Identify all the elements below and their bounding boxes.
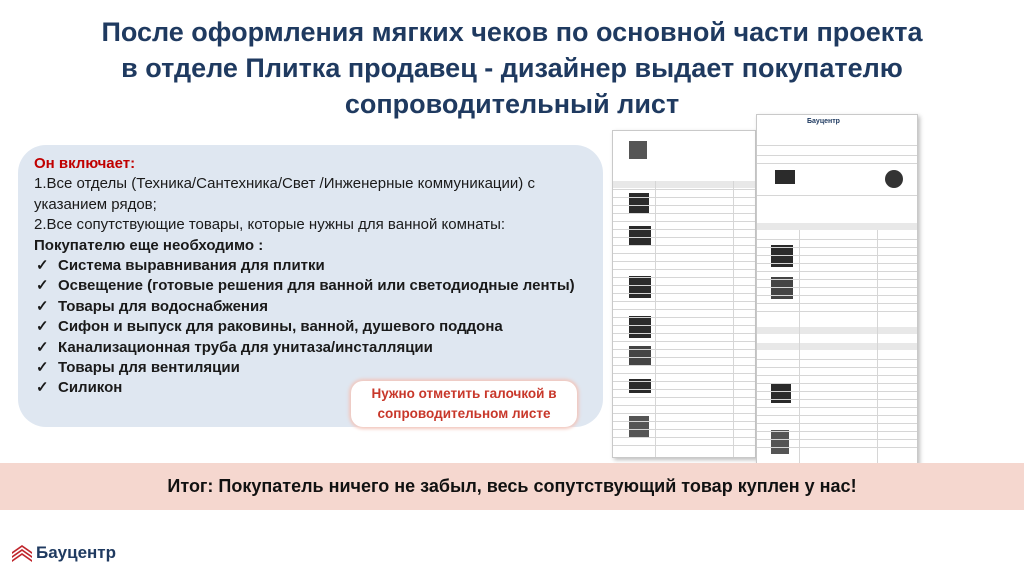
note-line-1: Нужно отметить галочкой в xyxy=(371,386,557,401)
panel-subheading: Покупателю еще необходимо : xyxy=(34,236,264,254)
checkmark-icon: ✓ xyxy=(36,379,49,397)
note-callout xyxy=(351,381,577,427)
title-line-2: в отделе Плитка продавец - дизайнер выдает покупателю xyxy=(121,53,903,83)
checklist-item: ✓ Силикон xyxy=(34,378,594,398)
checklist xyxy=(34,256,594,399)
accompanying-sheet-page-1 xyxy=(612,130,756,458)
checklist-item: ✓ Канализационная труба для унитаза/инсталляции xyxy=(34,338,594,358)
panel-item-2: 2.Все сопутствующие товары, которые нужны для ванной комнаты: xyxy=(34,216,506,234)
checkmark-icon: ✓ xyxy=(36,277,49,295)
checklist-item: ✓ Товары для водоснабжения xyxy=(34,297,594,317)
checklist-item: ✓ Освещение (готовые решения для ванной или светодиодные ленты) xyxy=(34,276,594,296)
sheet-logo: Бауцентр xyxy=(807,118,840,125)
panel-heading: Он включает: xyxy=(34,155,136,172)
result-text: Итог: Покупатель ничего не забыл, весь сопутствующий товар куплен у нас! xyxy=(167,476,857,496)
checkmark-icon: ✓ xyxy=(36,318,49,336)
checkmark-icon: ✓ xyxy=(36,297,49,315)
checklist-item: ✓ Сифон и выпуск для раковины, ванной, душевого поддона xyxy=(34,317,594,337)
title-line-1: После оформления мягких чеков по основной части проекта xyxy=(101,17,923,47)
note-line-2: сопроводительном листе xyxy=(377,406,551,421)
checklist-item: ✓ Система выравнивания для плитки xyxy=(34,256,594,276)
brand-logo-icon xyxy=(12,545,32,563)
checklist-item: ✓ Товары для вентиляции xyxy=(34,358,594,378)
title-line-3: сопроводительный лист xyxy=(344,89,680,119)
checkmark-icon: ✓ xyxy=(36,338,49,356)
brand-name: Бауцентр xyxy=(36,543,117,562)
checkmark-icon: ✓ xyxy=(36,257,49,275)
page-title xyxy=(30,14,994,122)
checkmark-icon: ✓ xyxy=(36,359,49,377)
accompanying-sheet-page-2 xyxy=(756,114,918,464)
panel-item-1: 1.Все отделы (Техника/Сантехника/Свет /Инженерные коммуникации) с указанием рядов; xyxy=(34,175,535,213)
info-panel-text xyxy=(34,154,594,399)
